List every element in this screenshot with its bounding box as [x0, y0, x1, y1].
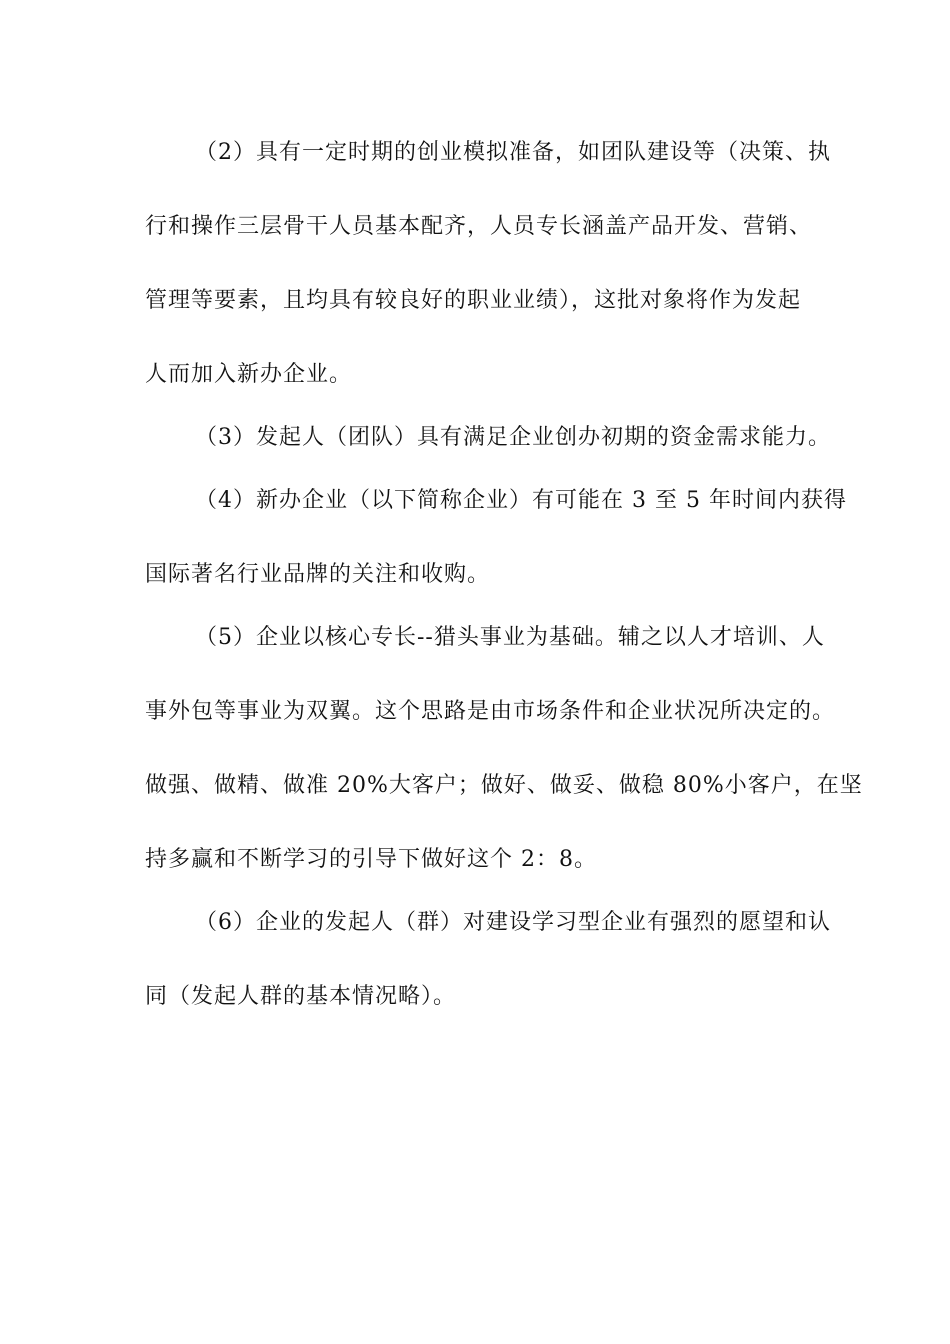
paragraph-2-line-4: 人而加入新办企业。	[145, 362, 353, 387]
paragraph-5-line-4: 持多赢和不断学习的引导下做好这个 2：8。	[145, 847, 597, 872]
paragraph-6-line-2: 同（发起人群的基本情况略）。	[145, 984, 457, 1009]
paragraph-5-line-2: 事外包等事业为双翼。这个思路是由市场条件和企业状况所决定的。	[145, 699, 836, 724]
paragraph-6-line-1: （6）企业的发起人（群）对建设学习型企业有强烈的愿望和认	[195, 910, 831, 935]
paragraph-4-line-1: （4）新办企业（以下简称企业）有可能在 3 至 5 年时间内获得	[195, 488, 847, 513]
paragraph-4-line-2: 国际著名行业品牌的关注和收购。	[145, 562, 491, 587]
paragraph-2-line-2: 行和操作三层骨干人员基本配齐，人员专长涵盖产品开发、营销、	[145, 214, 813, 239]
paragraph-2-line-1: （2）具有一定时期的创业模拟准备，如团队建设等（决策、执	[195, 140, 831, 165]
paragraph-5-line-1: （5）企业以核心专长--猎头事业为基础。辅之以人才培训、人	[195, 625, 825, 650]
paragraph-5-line-3: 做强、做精、做准 20%大客户；做好、做妥、做稳 80%小客户，在坚	[145, 773, 863, 798]
paragraph-2-line-3: 管理等要素，且均具有较良好的职业业绩），这批对象将作为发起	[145, 288, 802, 313]
paragraph-3-line-1: （3）发起人（团队）具有满足企业创办初期的资金需求能力。	[195, 425, 831, 450]
